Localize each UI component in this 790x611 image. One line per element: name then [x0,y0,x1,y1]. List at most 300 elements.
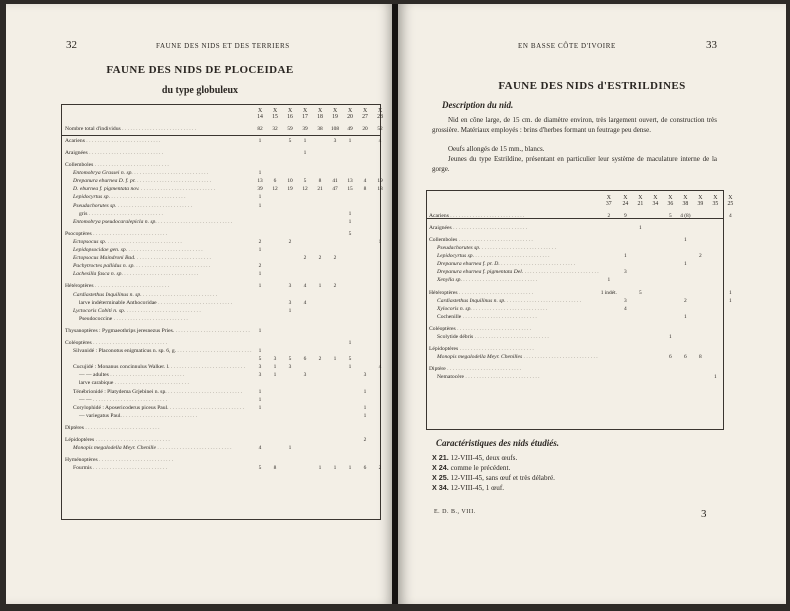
table-cell [693,341,708,353]
row-label: Corylophidé : Aposericoderus piceus Paul. [73,404,169,411]
row-label-cell [64,270,253,278]
row-label-cell [428,268,600,276]
table-cell: 4 (8) [680,212,691,219]
table-cell [328,371,343,379]
table-row [64,238,388,246]
table-cell: 1 [258,327,262,334]
column-header-number: 37 [605,201,612,208]
table-cell [618,341,633,353]
table-row [64,202,388,210]
table-cell [723,373,738,381]
table-cell [693,232,708,244]
table-cell: 19 [287,186,293,193]
row-label-cell [64,420,253,432]
table-row [64,226,388,238]
table-cell [600,313,618,321]
row-label-cell [64,246,253,254]
table-cell [298,315,313,323]
table-cell [253,291,268,299]
column-header-number: 38 [682,201,689,208]
table-cell [343,270,358,278]
table-cell [343,307,358,315]
table-row [64,210,388,218]
row-label: Lépidoptères [65,437,95,443]
table-cell [283,464,298,472]
column-header-x: X [257,108,263,114]
table-cell [373,157,388,169]
table-cell [268,396,283,404]
table-cell [723,220,738,232]
table-cell [313,157,328,169]
table-cell [358,169,373,177]
row-label-cell [64,185,253,193]
table-cell [708,260,723,268]
table-cell [253,218,268,226]
table-cell [283,254,298,262]
table-cell [678,333,693,341]
row-label: Ectopsocus Maindroni Bad. [73,255,136,262]
table-cell [253,420,268,432]
column-header [313,108,328,121]
leader-dots: . . . . . . . . . . . . . . . . . . . . . . . . . . . [499,261,576,268]
table-cell [253,379,268,387]
table-cell [343,238,358,246]
column-header [298,108,313,121]
table-cell [723,244,738,252]
table-cell [663,305,678,313]
table-row [64,396,388,404]
leader-dots: . . . . . . . . . . . . . . . . . . . . . . . . . . . [457,289,534,296]
running-head-left: FAUNE DES NIDS ET DES TERRIERS [156,42,290,50]
table-cell [633,268,648,276]
table-cell [298,210,313,218]
table-cell [358,299,373,307]
table-cell [283,202,298,210]
row-label: Pseudachorutes sp. [73,202,117,209]
table-cell [633,321,648,333]
table-cell [268,335,283,347]
row-label: Nematocère [437,374,465,381]
row-label-cell [64,210,253,218]
characteristics-list [432,453,555,493]
table-cell: 82 [257,125,263,132]
table-cell [648,341,663,353]
table-cell [373,452,388,464]
column-header [283,108,298,121]
row-label: Monopis megalodella Meyr. Chenille [73,445,156,452]
nest-note: 12-VIII-45, sans œuf et très délabré. [448,474,555,482]
column-header-x: X [728,195,733,201]
table-cell [298,218,313,226]
row-label: Scolytide débris [437,334,474,341]
table-row [428,208,738,220]
table-cell [358,218,373,226]
table-cell [600,305,618,313]
table-cell [708,305,723,313]
table-cell: 1 [348,364,352,371]
table-cell: 41 [332,178,338,185]
leader-dots: . . . . . . . . . . . . . . . . . . . . . . . . . . . [113,380,189,387]
table-cell [268,323,283,335]
table-cell [648,260,663,268]
table-cell [663,276,678,284]
column-header [328,108,343,121]
table-cell: 2 [258,238,262,245]
leader-dots: . . . . . . . . . . . . . . . . . . . . . . . . . . . [522,354,598,361]
row-label: Silvanidé : Placonotus enigmaticus n. sp. 6, g. [73,348,177,355]
sheet-number: 3 [701,508,707,520]
row-label: Xenylla sp. [437,277,462,284]
column-header-number: 16 [287,114,293,121]
table-cell [313,226,328,238]
table-cell [253,432,268,444]
table-cell [328,291,343,299]
table-cell [633,276,648,284]
table-cell: 6 [273,178,277,185]
table-cell [253,315,268,323]
row-label-cell [64,145,253,157]
table-row [64,218,388,226]
table-cell: 52 [377,125,383,132]
table-cell [693,220,708,232]
nest-note: 12-VIII-45, deux œufs. [448,454,518,462]
table-cell: 1 [318,283,322,290]
table-cell [373,262,388,270]
table-cell [313,371,328,379]
row-label: Entomobrya pseudocaralepicla n. sp. [73,218,157,225]
table-row [64,121,388,133]
nest-code: X 21. [432,453,449,462]
row-label: Diptères [65,424,84,431]
table-cell: 1 [273,372,277,379]
table-cell [343,371,358,379]
table-cell [298,238,313,246]
table-cell [328,363,343,371]
leader-dots: . . . . . . . . . . . . . . . . . . . . . . . . . . . [83,424,160,431]
table-cell: 2 [258,263,262,270]
row-label: Xylocoris n. sp. [437,305,472,312]
table-cell: 3 [624,297,627,304]
table-cell: 2 [378,465,382,472]
table-cell: 6 [669,354,672,361]
table-cell [343,193,358,201]
table-cell [633,313,648,321]
running-head-right: EN BASSE CÔTE D'IVOIRE [518,42,616,50]
table-cell: 49 [347,125,353,132]
table-cell [358,291,373,299]
table-cell [358,210,373,218]
table-cell [283,452,298,464]
table-cell [708,321,723,333]
table-cell: 5 [348,230,352,237]
table-cell [373,202,388,210]
table-cell [600,220,618,232]
table-cell [313,335,328,347]
table-cell [708,276,723,284]
row-label-cell [64,379,253,387]
leader-dots: . . . . . . . . . . . . . . . . . . . . . . . . . . . [91,465,168,472]
column-header-number: 25 [727,201,734,208]
row-label: Ténébrionidé : Platydema Grjebinei n. sp. [73,388,167,395]
leader-dots: . . . . . . . . . . . . . . . . . . . . . . . . . . . [473,334,549,341]
table-cell [328,379,343,387]
table-cell [328,323,343,335]
table-cell [253,412,268,420]
table-cell [268,388,283,396]
table-cell [678,361,693,373]
table-cell [298,379,313,387]
table-cell [373,291,388,299]
table-cell: 59 [287,125,293,132]
column-header [618,195,633,208]
table-cell: 8 [699,354,702,361]
table-cell [268,145,283,157]
table-cell [343,278,358,290]
leader-dots: . . . . . . . . . . . . . . . . . . . . . . . . . . . [480,245,557,252]
table-cell [283,226,298,238]
table-row [428,232,738,244]
left-table-title: FAUNE DES NIDS DE PLOCEIDAE [106,64,294,76]
table-cell [373,371,388,379]
leader-dots: . . . . . . . . . . . . . . . . . . . . . . . . . . . [505,297,582,304]
row-label: Hétéroptères [429,289,458,296]
table-cell [678,244,693,252]
row-label: Pseudachorutes sp. [437,245,481,252]
row-label-cell [64,315,253,323]
row-label-cell [64,238,253,246]
leader-dots: . . . . . . . . . . . . . . . . . . . . . . . . . . . [87,150,164,156]
table-cell [648,220,663,232]
leader-dots: . . . . . . . . . . . . . . . . . . . . . . . . . . . [125,307,201,314]
table-cell: 5 [669,212,672,219]
table-cell [663,321,678,333]
table-cell [268,218,283,226]
table-cell [358,238,373,246]
column-header [693,195,708,208]
table-cell: 4 [303,283,307,290]
table-cell [693,208,708,220]
row-label-cell [64,452,253,464]
table-cell: 108 [330,125,340,132]
table-cell [358,315,373,323]
table-cell: 1 [258,170,262,177]
table-cell [313,291,328,299]
table-cell: 8 [363,186,367,193]
table-cell [283,379,298,387]
table-cell [633,373,648,381]
table-cell [693,285,708,297]
row-label-cell [428,353,600,361]
leader-dots: . . . . . . . . . . . . . . . . . . . . . . . . . . . [141,291,218,298]
table-cell [618,373,633,381]
table-cell: 2 [363,437,367,443]
row-label-cell [64,202,253,210]
table-cell [600,341,618,353]
row-label: Lépidoptères [429,346,459,353]
row-label-cell [64,396,253,404]
table-cell [618,321,633,333]
column-header-x: X [606,195,611,201]
column-header-number: 20 [347,114,353,121]
table-cell [648,232,663,244]
table-row [64,444,388,452]
table-cell [373,396,388,404]
table-row [64,254,388,262]
table-cell [328,307,343,315]
table-row [64,299,388,307]
table-cell [648,373,663,381]
table-cell [268,133,283,145]
leader-dots: . . . . . . . . . . . . . . . . . . . . . . . . . . . [169,364,246,371]
table-cell: 1 [684,261,687,268]
table-cell [373,347,388,355]
leader-dots: . . . . . . . . . . . . . . . . . . . . . . . . . . . [97,457,174,464]
table-cell [708,268,723,276]
row-label: Diptère [429,366,446,373]
table-row [64,291,388,299]
table-row [64,347,388,355]
row-label-cell [64,412,253,420]
table-cell [633,232,648,244]
table-cell: 1 [348,137,352,144]
table-cell [298,444,313,452]
table-cell [328,210,343,218]
table-cell: 1 [684,313,687,320]
table-cell [358,246,373,254]
table-cell [283,323,298,335]
table-cell [283,193,298,201]
table-cell [373,404,388,412]
leader-dots: . . . . . . . . . . . . . . . . . . . . . . . . . . . [471,305,548,312]
table-cell [358,270,373,278]
nest-code: X 24. [432,463,449,472]
table-cell: 5 [288,356,292,363]
leader-dots: . . . . . . . . . . . . . . . . . . . . . . . . . . . [91,230,168,237]
row-label-cell [64,121,253,133]
row-label: Araignées [65,150,88,156]
table-cell [283,388,298,396]
row-label-cell [64,444,253,452]
column-header [600,195,618,208]
row-label-cell [428,285,600,297]
row-label: Entomobrya Grassei n. sp. [73,170,133,177]
row-label: Psocoptères [65,230,92,237]
table-cell [358,444,373,452]
leader-dots: . . . . . . . . . . . . . . . . . . . . . . . . . . . [134,263,211,270]
table-cell [678,276,693,284]
table-cell: 1 [258,247,262,254]
table-cell [268,210,283,218]
table-cell: 5 [288,137,292,144]
characteristics-item [432,463,555,473]
table-cell: 6 [684,354,687,361]
table-cell [373,420,388,432]
column-header [373,108,388,121]
table-row [64,262,388,270]
table-cell [358,278,373,290]
table-cell [723,361,738,373]
row-label: Cardiastethus Inquilinus n. sp. [437,297,506,304]
table-row [64,307,388,315]
table-cell [358,193,373,201]
column-header-number: 28 [377,114,383,121]
table-cell [723,353,738,361]
row-label: Lepidocyrtus sp. [73,194,110,201]
table-row [428,321,738,333]
table-cell: 20 [362,125,368,132]
table-cell: 1 [258,271,262,278]
row-label: Hétéroptères [65,283,94,290]
table-cell [268,270,283,278]
leader-dots: . . . . . . . . . . . . . . . . . . . . . . . . . . . [156,299,233,306]
column-header-row [64,108,388,121]
table-cell [648,333,663,341]
table-cell [618,276,633,284]
table-cell: 2 [684,297,687,304]
leader-dots: . . . . . . . . . . . . . . . . . . . . . . . . . . . [156,218,233,225]
table-cell [268,238,283,246]
table-cell: 1 [273,364,277,371]
table-cell [708,313,723,321]
table-cell [343,254,358,262]
table-cell [600,361,618,373]
leader-dots: . . . . . . . . . . . . . . . . . . . . . . . . . . . [473,253,550,260]
table-cell [298,193,313,201]
table-cell [358,335,373,347]
table-cell: 12 [272,186,278,193]
row-label-cell [64,169,253,177]
table-row [64,452,388,464]
table-cell [373,412,388,420]
column-header-number: 24 [622,201,629,208]
table-cell: 3 [363,372,367,379]
row-label: Cochenille [437,313,462,320]
table-cell [313,347,328,355]
row-label: larve indéterminable Anthocoridae [79,299,157,306]
table-cell [633,361,648,373]
column-header-number: 14 [257,114,263,121]
table-cell [313,262,328,270]
table-cell [268,169,283,177]
leader-dots: . . . . . . . . . . . . . . . . . . . . . . . . . . . [93,283,170,290]
table-cell: 12 [302,186,308,193]
table-cell [648,353,663,361]
table-row [428,220,738,232]
table-cell: 3 [303,372,307,379]
table-cell [268,347,283,355]
table-cell [708,244,723,252]
table-cell [373,169,388,177]
table-cell: 1 [624,253,627,260]
leader-dots: . . . . . . . . . . . . . . . . . . . . . . . . . . . [127,247,203,254]
column-header [253,108,268,121]
table-cell: 1 [303,137,307,144]
table-cell: 13 [347,178,353,185]
table-cell [328,270,343,278]
leader-dots: . . . . . . . . . . . . . . . . . . . . . . . . . . . [87,210,163,217]
right-fauna-table [428,195,738,382]
table-cell [313,307,328,315]
row-label-cell [64,363,253,371]
table-cell [253,145,268,157]
table-cell: 5 [348,356,352,363]
column-header-number: 36 [667,201,674,208]
table-cell [723,260,738,268]
table-cell [283,157,298,169]
table-row [64,388,388,396]
row-label-cell [428,297,600,305]
table-cell [678,373,693,381]
